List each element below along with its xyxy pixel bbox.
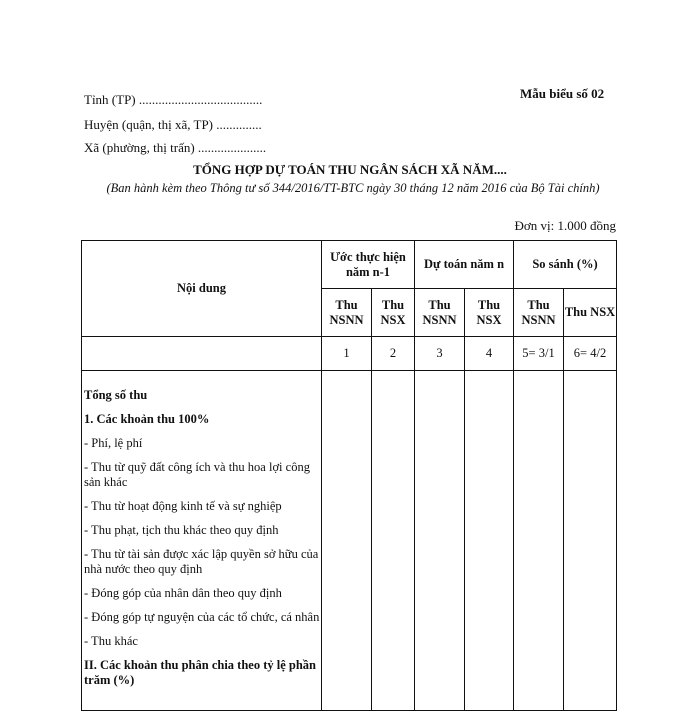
column-number: 3 (415, 337, 465, 371)
value-cell (322, 371, 372, 711)
sub-header: Thu NSX (564, 289, 617, 337)
content-row: II. Các khoản thu phân chia theo tỷ lệ phần trăm (%) (84, 658, 317, 687)
commune-line: Xã (phường, thị trấn) ..................... (84, 140, 267, 155)
content-row: 1. Các khoản thu 100% (84, 412, 210, 426)
value-cell (514, 371, 564, 711)
value-cell (415, 371, 465, 711)
sub-header: Thu NSNN (514, 289, 564, 337)
group-header-budget: Dự toán năm n (415, 241, 514, 289)
column-number: 5= 3/1 (514, 337, 564, 371)
column-number: 2 (372, 337, 415, 371)
column-number: 4 (465, 337, 514, 371)
document-subtitle: (Ban hành kèm theo Thông tư số 344/2016/TT-BTC ngày 30 tháng 12 năm 2016 của Bộ Tài chính) (106, 181, 600, 195)
content-cell (82, 371, 322, 711)
unit-label: Đơn vị: 1.000 đồng (514, 218, 616, 233)
row-list (82, 384, 321, 688)
content-row: - Đóng góp của nhân dân theo quy định (84, 586, 282, 600)
sub-header: Thu NSX (465, 289, 514, 337)
content-row: - Thu từ quỹ đất công ích và thu hoa lợi công sản khác (84, 460, 310, 489)
content-row: Tổng số thu (84, 388, 148, 402)
sub-header: Thu NSX (372, 289, 415, 337)
value-cell (372, 371, 415, 711)
value-cell (564, 371, 617, 711)
form-number: Mẫu biểu số 02 (520, 86, 605, 101)
budget-table (81, 240, 617, 711)
value-cell (465, 371, 514, 711)
column-number: 1 (322, 337, 372, 371)
content-row: - Thu khác (84, 634, 138, 648)
sub-header: Thu NSNN (322, 289, 372, 337)
group-header-estimate-prev: Ước thực hiện năm n-1 (322, 241, 415, 289)
document-title: TỔNG HỢP DỰ TOÁN THU NGÂN SÁCH XÃ NĂM.... (193, 162, 507, 177)
content-row: - Thu phạt, tịch thu khác theo quy định (84, 523, 279, 537)
province-line: Tỉnh (TP) ...................................... (84, 92, 263, 107)
column-number-blank (82, 337, 322, 371)
district-line: Huyện (quận, thị xã, TP) .............. (84, 117, 262, 132)
group-header-compare: So sánh (%) (514, 241, 617, 289)
content-row: - Thu từ tài sản được xác lập quyền sở hữu của nhà nước theo quy định (84, 547, 319, 576)
content-row: - Đóng góp tự nguyện của các tổ chức, cá nhân (84, 610, 320, 624)
content-header: Nội dung (82, 241, 322, 337)
content-row: - Thu từ hoạt động kinh tế và sự nghiệp (84, 499, 282, 513)
column-number: 6= 4/2 (564, 337, 617, 371)
content-row: - Phí, lệ phí (84, 436, 143, 450)
sub-header: Thu NSNN (415, 289, 465, 337)
